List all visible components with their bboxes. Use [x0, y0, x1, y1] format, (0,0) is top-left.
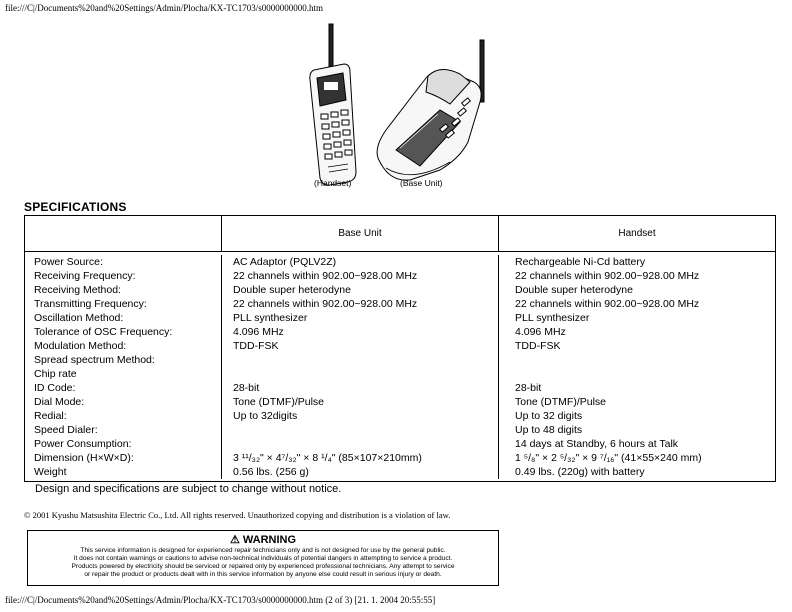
warning-text-line: Products powered by electricity should be serviced or repaired only by experienced professional technicians. Any attempt to service	[71, 563, 455, 570]
spec-label: Weight	[34, 466, 67, 478]
spec-labels-cell	[25, 255, 222, 479]
base-unit-value	[233, 437, 498, 451]
spec-label: Chip rate	[34, 368, 77, 380]
spec-label: Tolerance of OSC Frequency:	[34, 326, 173, 338]
spec-label: Power Consumption:	[34, 438, 132, 450]
spec-label: Spread spectrum Method:	[34, 354, 155, 366]
handset-value: Up to 32 digits	[515, 410, 583, 422]
table-body-row	[25, 252, 775, 481]
base-unit-value: 28-bit	[233, 382, 260, 394]
handset-value: 22 channels within 902.00~928.00 MHz	[515, 270, 700, 282]
handset-value: 4.096 MHz	[515, 326, 566, 338]
base-unit-value: AC Adaptor (PQLV2Z)	[233, 256, 337, 268]
spec-label: Transmitting Frequency:	[34, 298, 147, 310]
handset-value	[515, 353, 775, 367]
spec-label: Receiving Method:	[34, 284, 121, 296]
base-unit-value: Tone (DTMF)/Pulse	[233, 396, 325, 408]
copyright-notice: © 2001 Kyushu Matsushita Electric Co., Ltd. All rights reserved. Unauthorized copying and distribution is a violation of law.	[24, 510, 451, 520]
base-unit-value	[233, 367, 498, 381]
handset-value: TDD-FSK	[515, 340, 561, 352]
base-unit-value: Double super heterodyne	[233, 284, 351, 296]
spec-label: Speed Dialer:	[34, 424, 98, 436]
base-unit-caption: (Base Unit)	[400, 178, 443, 188]
warning-text-line: or repair the product or products dealt with in this service information by anyone else could result in serious injury or death.	[84, 571, 442, 578]
page-url-footer: file:///C|/Documents%20and%20Settings/Admin/Plocha/KX-TC1703/s0000000000.htm (2 of 3) [21. 1. 2004 20:55:55]	[5, 595, 436, 605]
base-unit-value	[233, 353, 498, 367]
warning-text-line: This service information is designed for experienced repair technicians only and is not designed for use by the general public.	[80, 547, 446, 554]
base-unit-value: 0.56 lbs. (256 g)	[233, 466, 309, 478]
base-unit-value: Up to 32digits	[233, 410, 298, 422]
handset-value	[515, 367, 775, 381]
handset-value: 28-bit	[515, 382, 542, 394]
column-header-base-unit: Base Unit	[222, 216, 499, 251]
product-illustration	[300, 22, 510, 194]
warning-text-line: It does not contain warnings or cautions to advise non-technical individuals of potential dangers in attempting to service a product.	[73, 555, 453, 562]
spec-label: Receiving Frequency:	[34, 270, 136, 282]
handset-value: 1 ⁵/₈" × 2 ⁵/₃₂" × 9 ⁷/₁₆" (41×55×240 mm)	[515, 452, 702, 464]
handset-values-cell	[499, 255, 775, 479]
page-url-header: file:///C|/Documents%20and%20Settings/Admin/Plocha/KX-TC1703/s0000000000.htm	[5, 3, 324, 13]
spec-label: Power Source:	[34, 256, 103, 268]
handset-value: 14 days at Standby, 6 hours at Talk	[515, 438, 679, 450]
column-header-handset: Handset	[618, 228, 656, 239]
base-unit-value: 4.096 MHz	[233, 326, 284, 338]
base-unit-values-cell	[222, 255, 499, 479]
spec-label: Oscillation Method:	[34, 312, 124, 324]
base-unit-drawing	[377, 40, 484, 180]
base-unit-value	[233, 423, 498, 437]
specifications-heading: SPECIFICATIONS	[24, 200, 127, 214]
base-unit-value: TDD-FSK	[233, 340, 279, 352]
spec-label: ID Code:	[34, 382, 76, 394]
handset-value: PLL synthesizer	[515, 312, 590, 324]
handset-value: 0.49 lbs. (220g) with battery	[515, 466, 645, 478]
handset-value: Double super heterodyne	[515, 284, 633, 296]
specifications-note: Design and specifications are subject to change without notice.	[35, 483, 342, 495]
warning-box	[27, 530, 499, 586]
table-header-row	[25, 216, 775, 252]
spec-label: Redial:	[34, 410, 67, 422]
spec-label: Dial Mode:	[34, 396, 85, 408]
base-unit-value: 22 channels within 902.00~928.00 MHz	[233, 270, 418, 282]
warning-title	[28, 534, 498, 547]
base-unit-value: 3 ¹¹/₃₂" × 4⁷/₃₂" × 8 ¹/₄" (85×107×210mm)	[233, 452, 422, 464]
base-unit-value: PLL synthesizer	[233, 312, 308, 324]
handset-caption: (Handset)	[314, 178, 352, 188]
warning-title-text: WARNING	[242, 534, 297, 546]
warning-triangle-icon: ⚠	[229, 534, 240, 546]
base-unit-value: 22 channels within 902.00~928.00 MHz	[233, 298, 418, 310]
column-header-label	[25, 216, 222, 251]
handset-value: 22 channels within 902.00~928.00 MHz	[515, 298, 700, 310]
handset-drawing	[310, 24, 356, 185]
handset-value: Up to 48 digits	[515, 424, 583, 436]
spec-label: Modulation Method:	[34, 340, 127, 352]
specifications-table	[24, 215, 776, 482]
handset-value: Rechargeable Ni-Cd battery	[515, 256, 646, 268]
handset-value: Tone (DTMF)/Pulse	[515, 396, 607, 408]
spec-label: Dimension (H×W×D):	[34, 452, 134, 464]
